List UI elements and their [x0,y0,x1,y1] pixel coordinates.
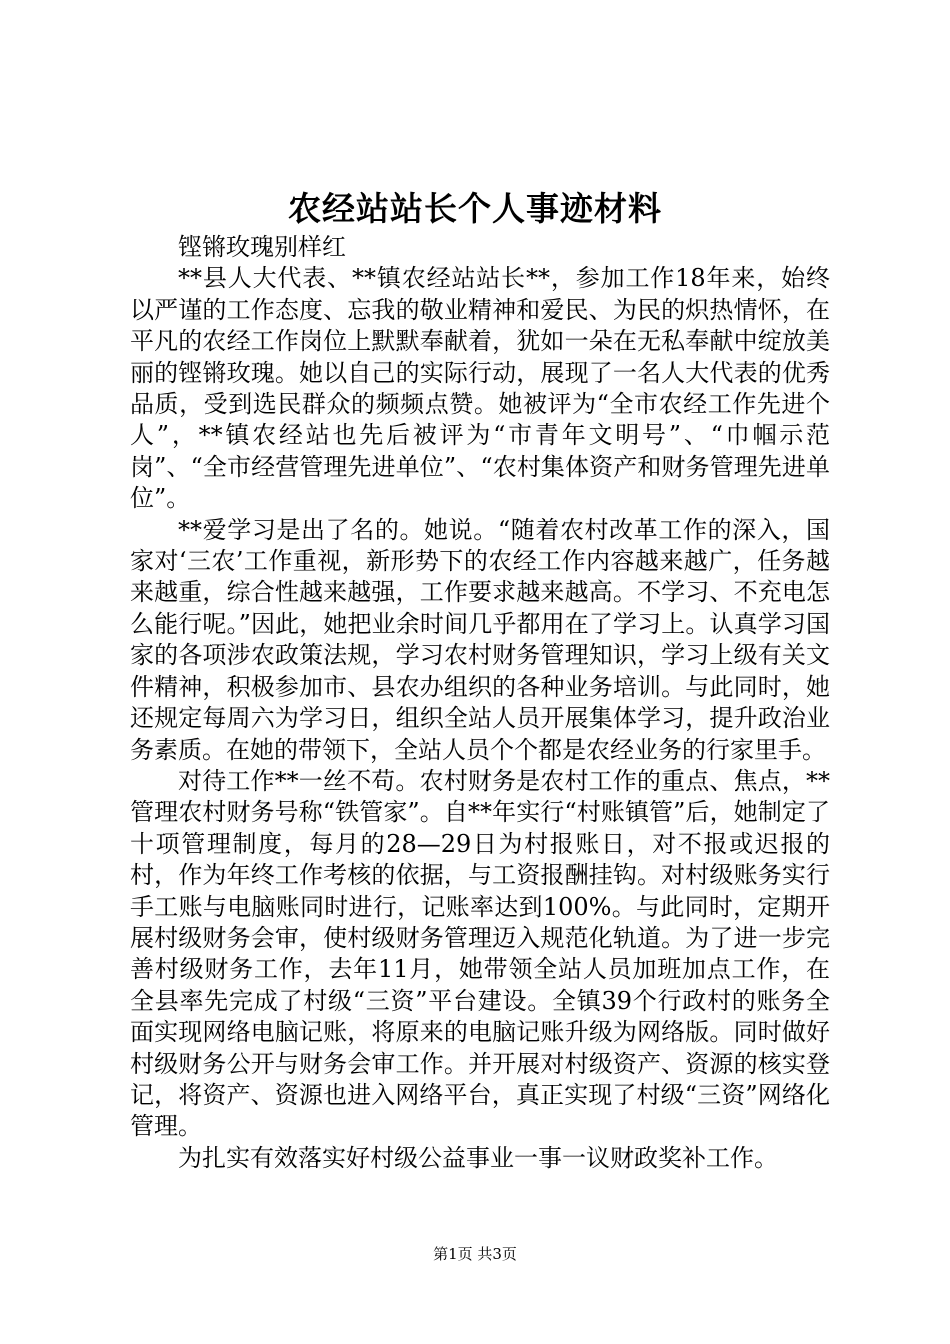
document-subtitle: 铿锵玫瑰别样红 [178,233,346,261]
body-paragraph: **县人大代表、**镇农经站站长**，参加工作18年来，始终以严谨的工作态度、忘我的敬业精神和爱民、为民的炽热情怀，在平凡的农经工作岗位上默默奉献着，犹如一朵在无私奉献中绽放美丽的铿锵玫瑰。她以自己的实际行动，展现了一名人大代表的优秀品质，受到选民群众的频频点赞。她被评为“全市农经工作先进个人”，**镇农经站也先后被评为“市青年文明号”、“巾帼示范岗”、“全市经营管理先进单位”、“农村集体资产和财务管理先进单位”。 [130,264,830,513]
document-title: 农经站站长个人事迹材料 [288,189,662,228]
body-paragraph: 为扎实有效落实好村级公益事业一事一议财政奖补工作。 [178,1143,778,1172]
document-body [130,232,830,1174]
body-paragraph: 对待工作**一丝不苟。农村财务是农村工作的重点、焦点，**管理农村财务号称“铁管家”。自**年实行“村账镇管”后，她制定了十项管理制度，每月的28—29日为村报账日，对不报或迟报的村，作为年终工作考核的依据，与工资报酬挂钩。对村级账务实行手工账与电脑账同时进行，记账率达到100%。与此同时，定期开展村级财务会审，使村级财务管理迈入规范化轨道。为了进一步完善村级财务工作，去年11月，她带领全站人员加班加点工作，在全县率先完成了村级“三资”平台建设。全镇39个行政村的账务全面实现网络电脑记账，将原来的电脑记账升级为网络版。同时做好村级财务公开与财务会审工作。并开展对村级资产、资源的核实登记，将资产、资源也进入网络平台，真正实现了村级“三资”网络化管理。 [130,766,830,1141]
body-paragraph: **爱学习是出了名的。她说。“随着农村改革工作的深入，国家对‘三农’工作重视，新形势下的农经工作内容越来越广，任务越来越重，综合性越来越强，工作要求越来越高。不学习、不充电怎么能行呢。”因此，她把业余时间几乎都用在了学习上。认真学习国家的各项涉农政策法规，学习农村财务管理知识，学习上级有关文件精神，积极参加市、县农办组织的各种业务培训。与此同时，她还规定每周六为学习日，组织全站人员开展集体学习，提升政治业务素质。在她的带领下，全站人员个个都是农经业务的行家里手。 [130,515,830,764]
page-number-footer: 第1页 共3页 [433,1245,517,1263]
